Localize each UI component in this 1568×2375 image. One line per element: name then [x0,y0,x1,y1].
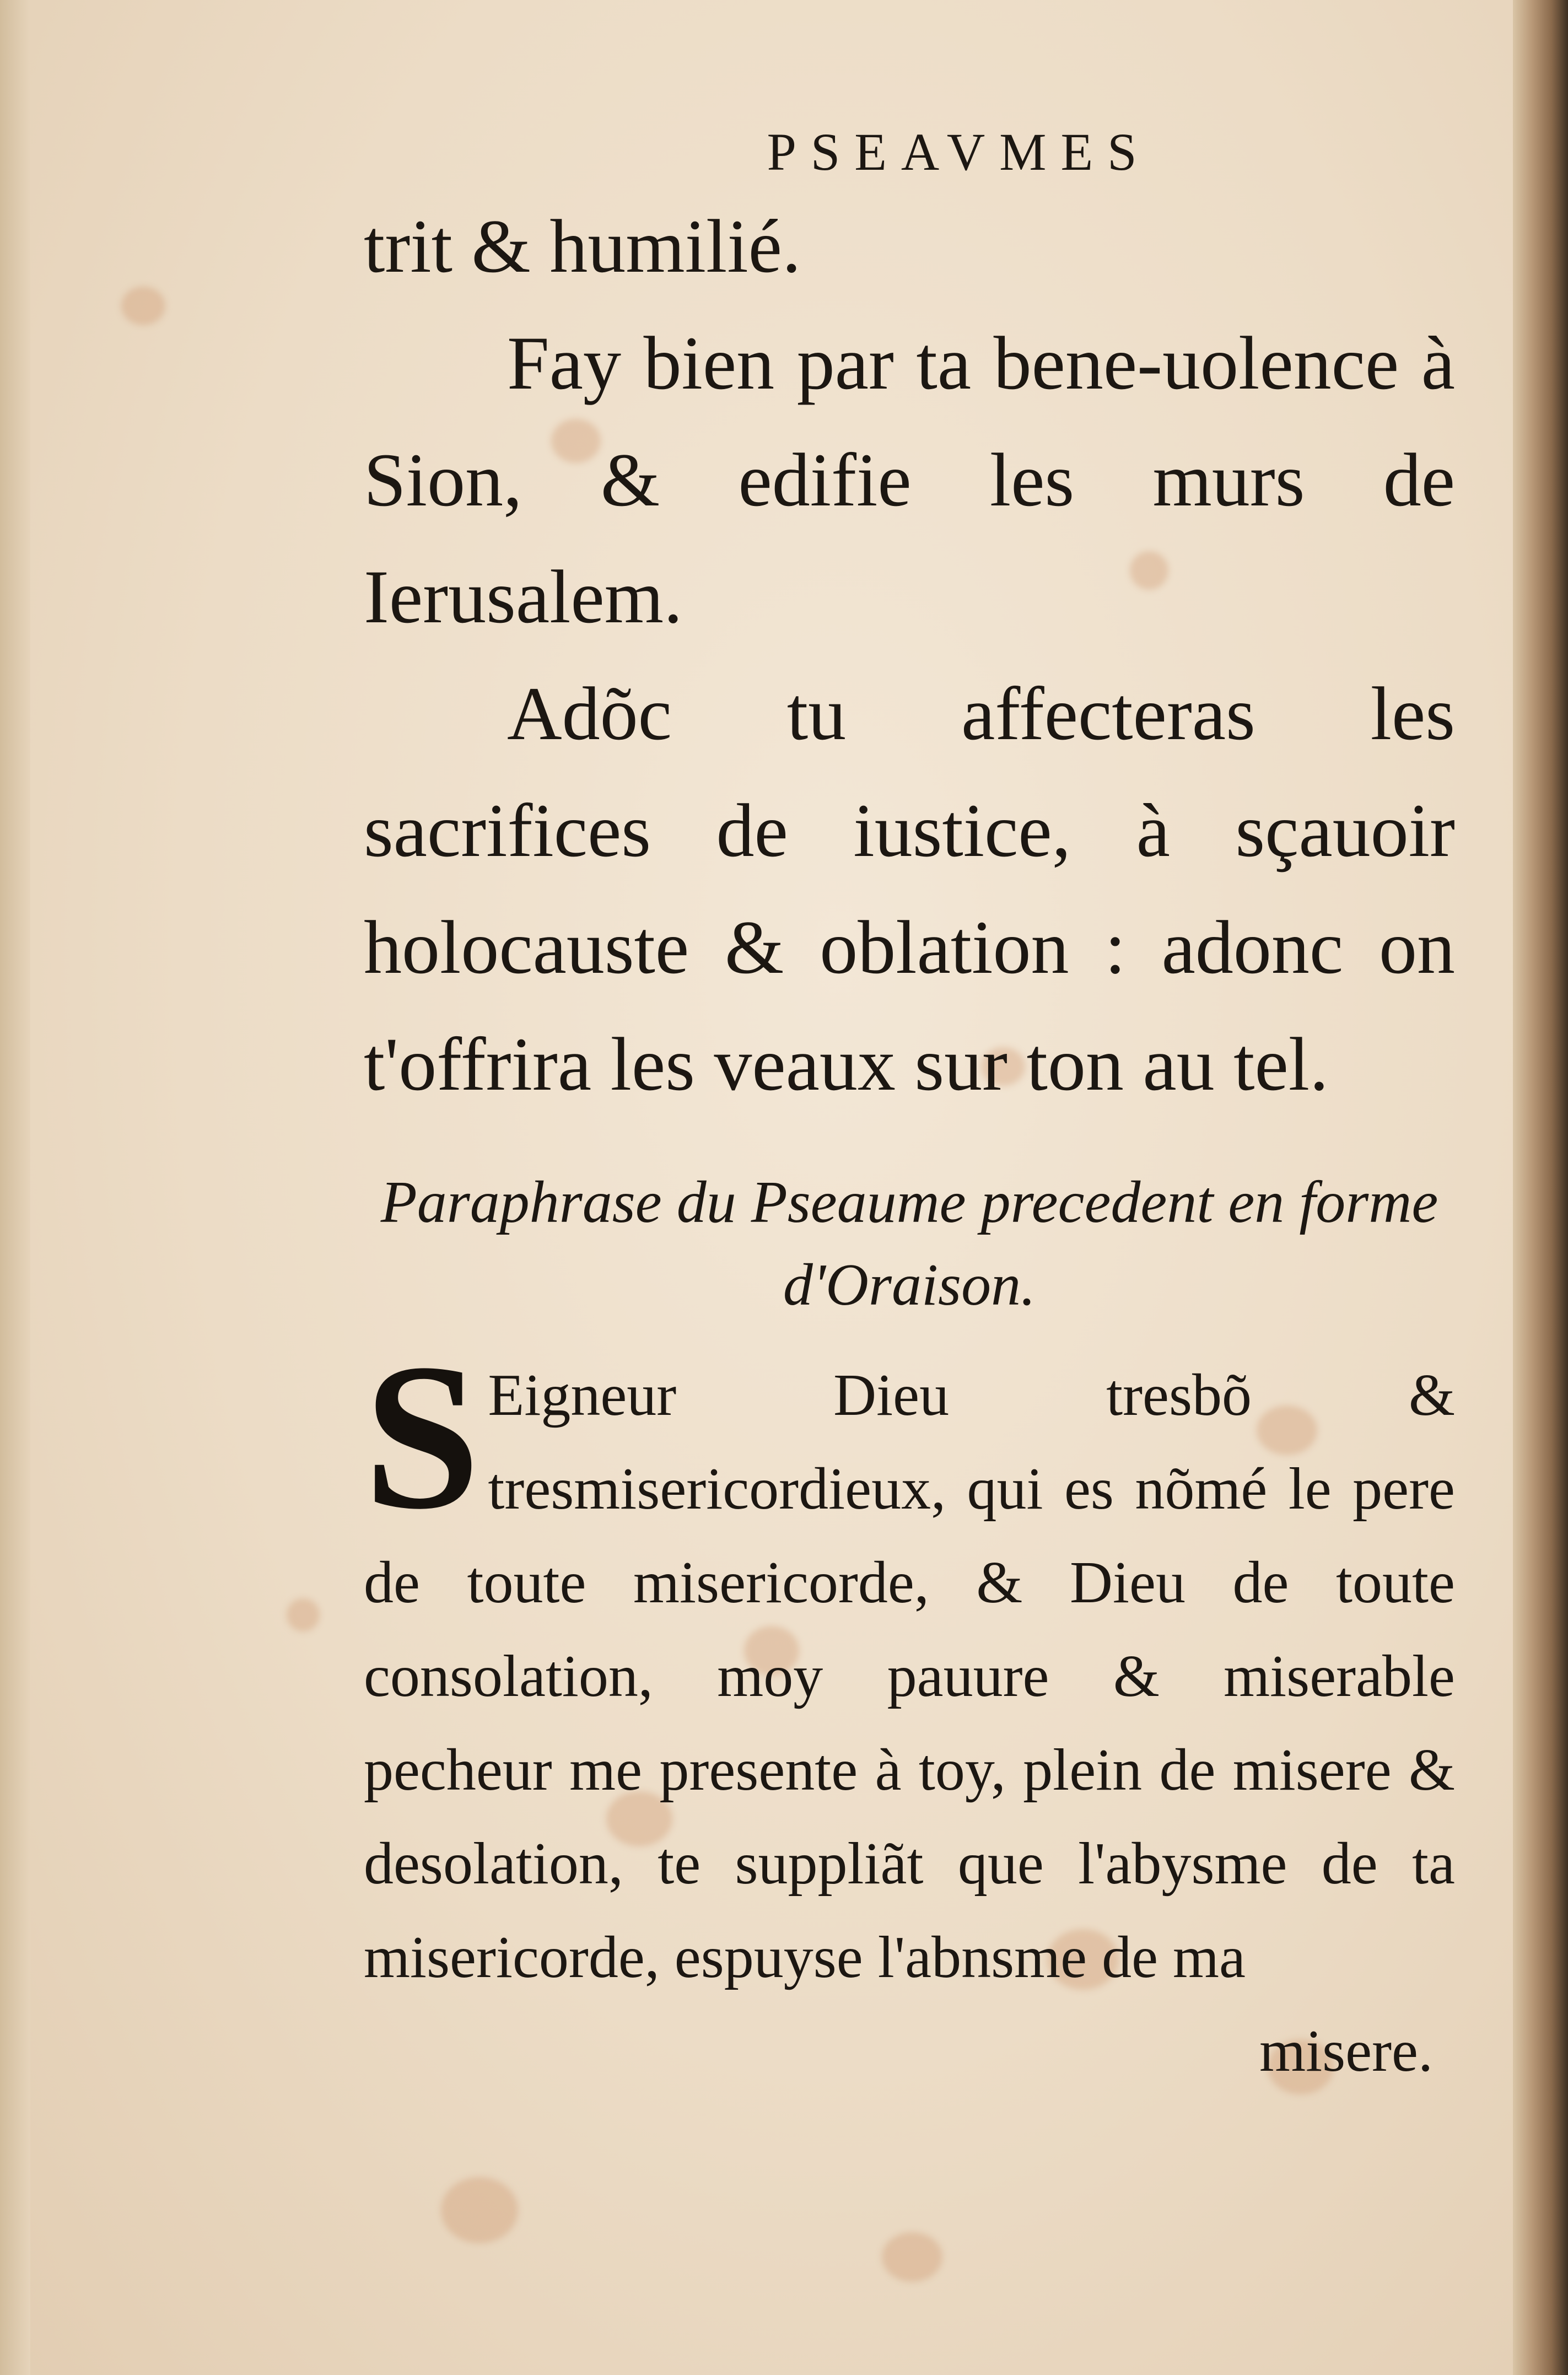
drop-cap-initial: S [364,1321,481,1553]
running-head: PSEAVMES [767,122,1151,181]
verse-line: Fay bien par ta bene-uolence à Sion, & edifie les murs de Ierusalem. [364,321,1455,639]
stain [441,2177,518,2243]
stain [287,1598,320,1631]
stain [882,2232,942,2282]
verse-line: Adõc tu affecteras les sacrifices de iustice, à sçauoir holocauste & oblation : adonc on t'offrira les veaux sur ton au tel. [364,671,1455,1106]
prayer-text: Eigneur Dieu tresbõ & tresmisericordieux, qui es nõmé le pere de toute misericorde, & Dieu de toute consolation, moy pauure & miserable pecheur me presente à toy, plein de misere & desolation, te suppliãt que l'abysme de ta misericorde, espuyse l'abnsme de ma [364,1362,1455,1990]
psalm-verses [364,188,1455,1123]
prayer-paragraph [364,1321,1455,2098]
paraphrase-title: Paraphrase du Pseaume precedent en forme d'Oraison. [380,1170,1438,1318]
prayer-last-word: misere. [1259,2018,1433,2084]
page-text [364,121,1455,2098]
verse-line: trit & humilié. [364,204,801,288]
page-right-edge [1513,0,1568,2375]
page-left-edge [0,0,30,2375]
stain [121,287,165,325]
